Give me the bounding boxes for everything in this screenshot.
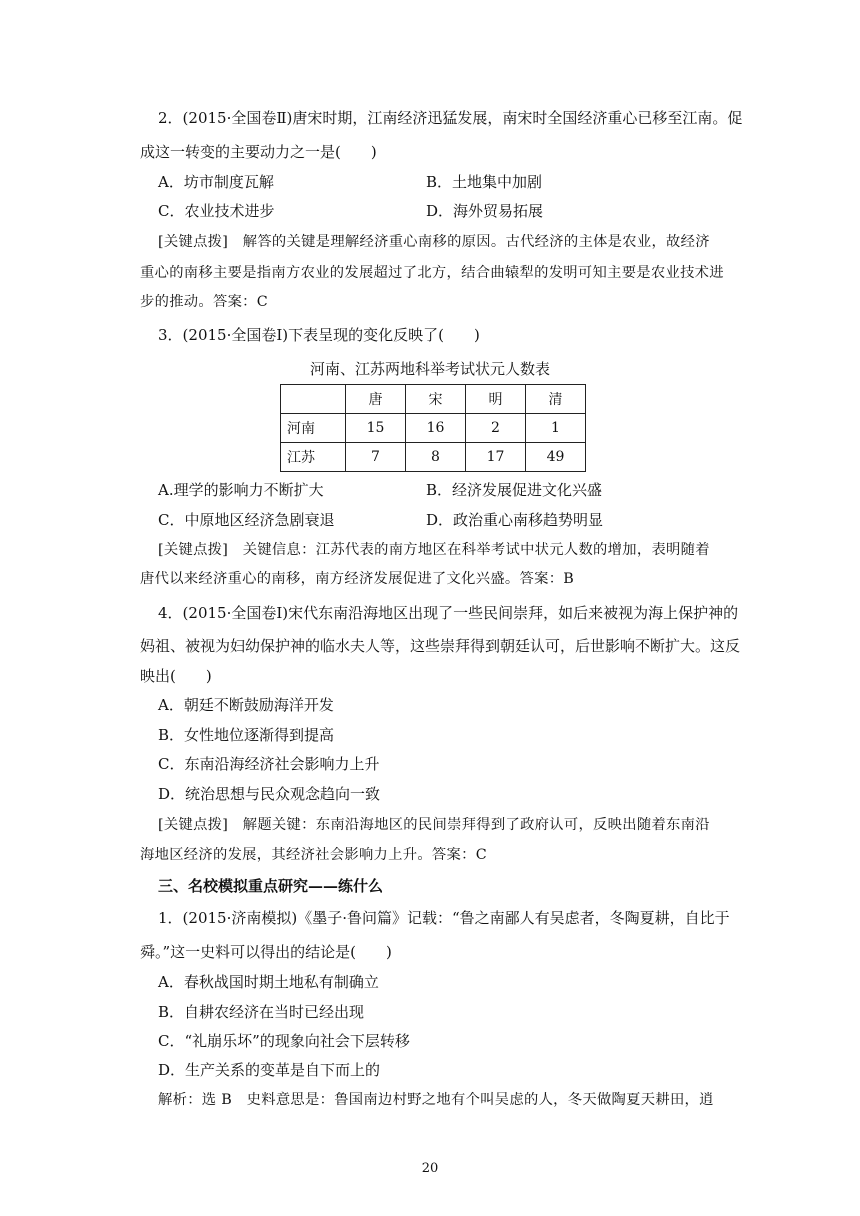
table-header-row xyxy=(281,385,586,414)
m1-analysis: 解析：选 B 史料意思是：鲁国南边村野之地有个叫吴虑的人，冬天做陶夏天耕田，逍 xyxy=(158,1092,714,1108)
q3-option-d: D．政治重心南移趋势明显 xyxy=(426,511,604,529)
q4-option-d: D．统治思想与民众观念趋向一致 xyxy=(158,785,381,803)
table-cell: 17 xyxy=(466,443,526,472)
q3-key-hint-line1: [关键点拨] 关键信息：江苏代表的南方地区在科举考试中状元人数的增加，表明随着 xyxy=(158,542,710,558)
m1-option-a: A．春秋战国时期土地私有制确立 xyxy=(158,973,379,991)
table-cell: 15 xyxy=(346,414,406,443)
q4-key-hint-line1: [关键点拨] 解题关键：东南沿海地区的民间崇拜得到了政府认可，反映出随着东南沿 xyxy=(158,817,710,833)
page-number: 20 xyxy=(421,1161,439,1176)
section-heading: 三、名校模拟重点研究——练什么 xyxy=(158,877,384,895)
table-header-cell: 唐 xyxy=(346,385,406,414)
scholar-count-table xyxy=(280,384,586,472)
table-header-cell: 明 xyxy=(466,385,526,414)
table-cell: 49 xyxy=(526,443,586,472)
table-cell: 2 xyxy=(466,414,526,443)
m1-stem-line2: 舜。”这一史料可以得出的结论是( ) xyxy=(140,943,392,961)
q2-key-hint-line1: [关键点拨] 解答的关键是理解经济重心南移的原因。古代经济的主体是农业，故经济 xyxy=(158,234,710,250)
q4-key-hint-line2: 海地区经济的发展，其经济社会影响力上升。答案：C xyxy=(140,847,487,863)
q2-option-c: C．农业技术进步 xyxy=(158,202,275,220)
table-header-cell xyxy=(281,385,346,414)
table-cell: 8 xyxy=(406,443,466,472)
table-cell: 1 xyxy=(526,414,586,443)
table-title: 河南、江苏两地科举考试状元人数表 xyxy=(309,360,550,378)
q4-stem-line3: 映出( ) xyxy=(140,667,212,685)
q2-key-hint-line3: 步的推动。答案：C xyxy=(140,294,269,310)
q4-stem-line2: 妈祖、被视为妇幼保护神的临水夫人等，这些崇拜得到朝廷认可，后世影响不断扩大。这反 xyxy=(140,637,741,655)
q2-stem-line2: 成这一转变的主要动力之一是( ) xyxy=(140,143,377,161)
table-cell: 河南 xyxy=(281,414,346,443)
q4-option-a: A．朝廷不断鼓励海洋开发 xyxy=(158,696,334,714)
m1-option-b: B．自耕农经济在当时已经出现 xyxy=(158,1003,365,1021)
table-header-cell: 宋 xyxy=(406,385,466,414)
table-row xyxy=(281,414,586,443)
q2-option-d: D．海外贸易拓展 xyxy=(426,202,544,220)
q3-stem: 3．(2015·全国卷Ⅰ)下表呈现的变化反映了( ) xyxy=(158,326,480,344)
table-cell: 7 xyxy=(346,443,406,472)
q4-stem-line1: 4．(2015·全国卷Ⅰ)宋代东南沿海地区出现了一些民间崇拜，如后来被视为海上保护神的 xyxy=(158,604,739,622)
table-row xyxy=(281,443,586,472)
q2-option-b: B．土地集中加剧 xyxy=(426,173,543,191)
m1-option-c: C．“礼崩乐坏”的现象向社会下层转移 xyxy=(158,1032,410,1050)
q3-option-c: C．中原地区经济急剧衰退 xyxy=(158,511,335,529)
table-cell: 16 xyxy=(406,414,466,443)
q4-option-b: B．女性地位逐渐得到提高 xyxy=(158,726,335,744)
q2-key-hint-line2: 重心的南移主要是指南方农业的发展超过了北方，结合曲辕犁的发明可知主要是农业技术进 xyxy=(140,265,724,281)
table-cell: 江苏 xyxy=(281,443,346,472)
q3-option-a: A.理学的影响力不断扩大 xyxy=(158,481,324,499)
q4-option-c: C．东南沿海经济社会影响力上升 xyxy=(158,755,380,773)
q3-option-b: B．经济发展促进文化兴盛 xyxy=(426,481,603,499)
table-header-cell: 清 xyxy=(526,385,586,414)
q2-stem-line1: 2．(2015·全国卷Ⅱ)唐宋时期，江南经济迅猛发展，南宋时全国经济重心已移至江南。促 xyxy=(158,109,743,127)
q3-key-hint-line2: 唐代以来经济重心的南移，南方经济发展促进了文化兴盛。答案：B xyxy=(140,571,575,587)
m1-option-d: D．生产关系的变革是自下而上的 xyxy=(158,1061,381,1079)
q2-option-a: A．坊市制度瓦解 xyxy=(158,173,274,191)
m1-stem-line1: 1．(2015·济南模拟)《墨子·鲁问篇》记载：“鲁之南鄙人有吴虑者，冬陶夏耕，自比于 xyxy=(158,909,730,927)
